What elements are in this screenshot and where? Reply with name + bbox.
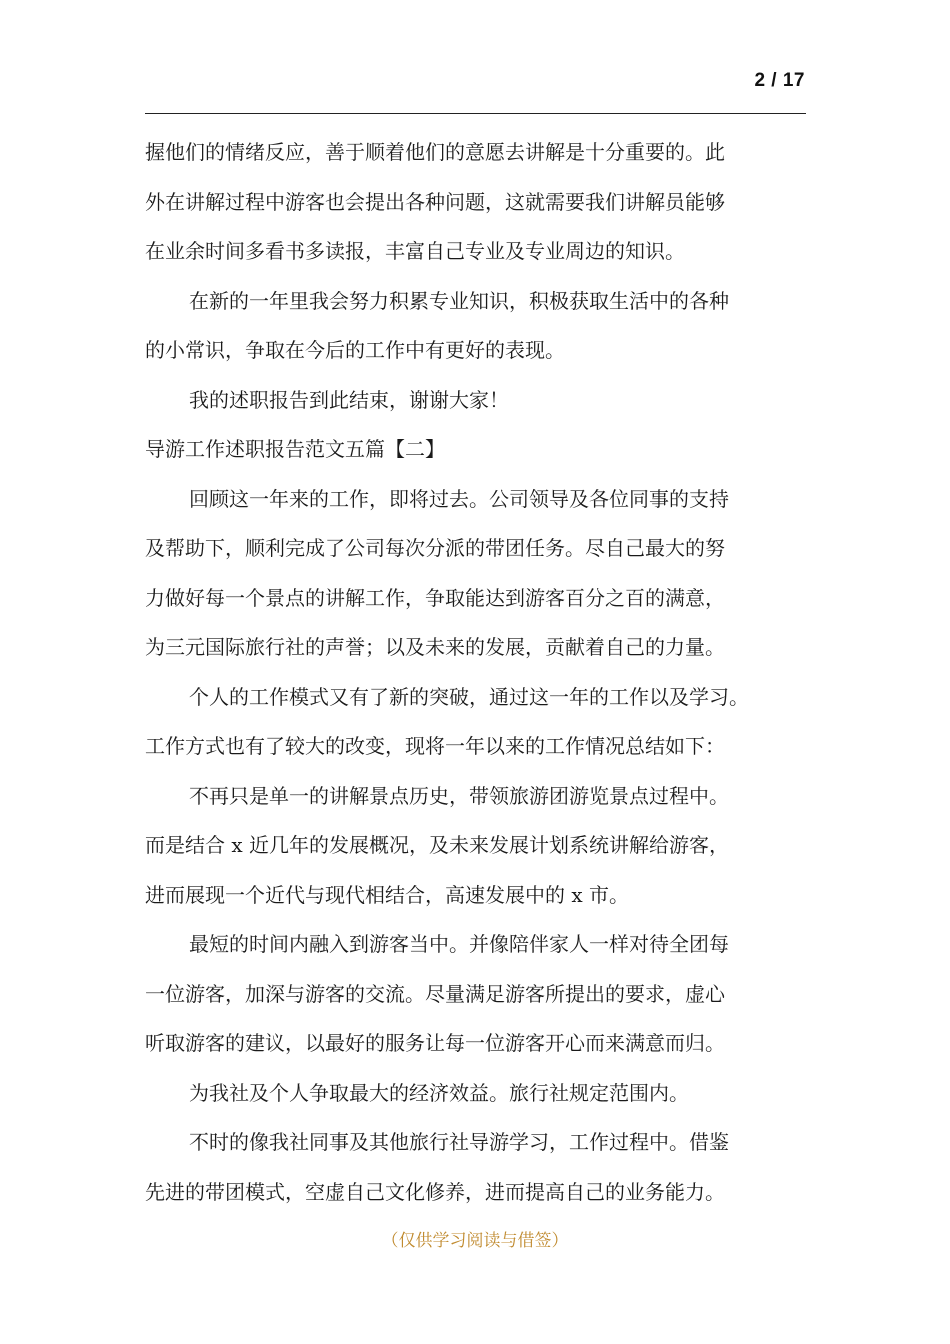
section-heading: 导游工作述职报告范文五篇【二】 bbox=[145, 437, 445, 461]
paragraph-line: 进而展现一个近代与现代相结合，高速发展中的 x 市。 bbox=[145, 882, 629, 907]
paragraph-line: 外在讲解过程中游客也会提出各种问题，这就需要我们讲解员能够 bbox=[145, 189, 725, 214]
document-body bbox=[145, 128, 806, 1217]
paragraph-line: 力做好每一个景点的讲解工作，争取能达到游客百分之百的满意， bbox=[145, 585, 725, 610]
page-number: 2 / 17 bbox=[754, 70, 805, 91]
paragraph-line: 及帮助下，顺利完成了公司每次分派的带团任务。尽自己最大的努 bbox=[145, 536, 725, 560]
header-rule bbox=[145, 113, 806, 114]
paragraph-line: 一位游客，加深与游客的交流。尽量满足游客所提出的要求，虚心 bbox=[145, 981, 725, 1006]
paragraph-line: 我的述职报告到此结束，谢谢大家！ bbox=[189, 387, 509, 412]
paragraph-line: 不再只是单一的讲解景点历史，带领旅游团游览景点过程中。 bbox=[189, 783, 729, 808]
paragraph-line: 工作方式也有了较大的改变，现将一年以来的工作情况总结如下： bbox=[145, 734, 725, 758]
paragraph-line: 回顾这一年来的工作，即将过去。公司领导及各位同事的支持 bbox=[189, 486, 729, 511]
paragraph-line: 在业余时间多看书多读报，丰富自己专业及专业周边的知识。 bbox=[145, 239, 685, 263]
paragraph-line: 先进的带团模式，空虚自己文化修养，进而提高自己的业务能力。 bbox=[145, 1179, 725, 1204]
paragraph-line: 在新的一年里我会努力积累专业知识，积极获取生活中的各种 bbox=[189, 288, 729, 313]
paragraph-line: 最短的时间内融入到游客当中。并像陪伴家人一样对待全团每 bbox=[189, 932, 729, 956]
paragraph-line: 听取游客的建议，以最好的服务让每一位游客开心而来满意而归。 bbox=[145, 1031, 725, 1055]
paragraph-line: 为我社及个人争取最大的经济效益。旅行社规定范围内。 bbox=[189, 1080, 689, 1105]
paragraph-line: 不时的像我社同事及其他旅行社导游学习，工作过程中。借鉴 bbox=[189, 1130, 729, 1154]
paragraph-line: 个人的工作模式又有了新的突破，通过这一年的工作以及学习。 bbox=[189, 684, 749, 709]
footer-note: （仅供学习阅读与借签） bbox=[381, 1231, 569, 1251]
paragraph-line: 握他们的情绪反应，善于顺着他们的意愿去讲解是十分重要的。此 bbox=[145, 140, 725, 164]
paragraph-line: 为三元国际旅行社的声誉；以及未来的发展，贡献着自己的力量。 bbox=[145, 635, 725, 659]
paragraph-line: 的小常识，争取在今后的工作中有更好的表现。 bbox=[145, 338, 565, 362]
paragraph-line: 而是结合 x 近几年的发展概况，及未来发展计划系统讲解给游客， bbox=[145, 833, 729, 857]
